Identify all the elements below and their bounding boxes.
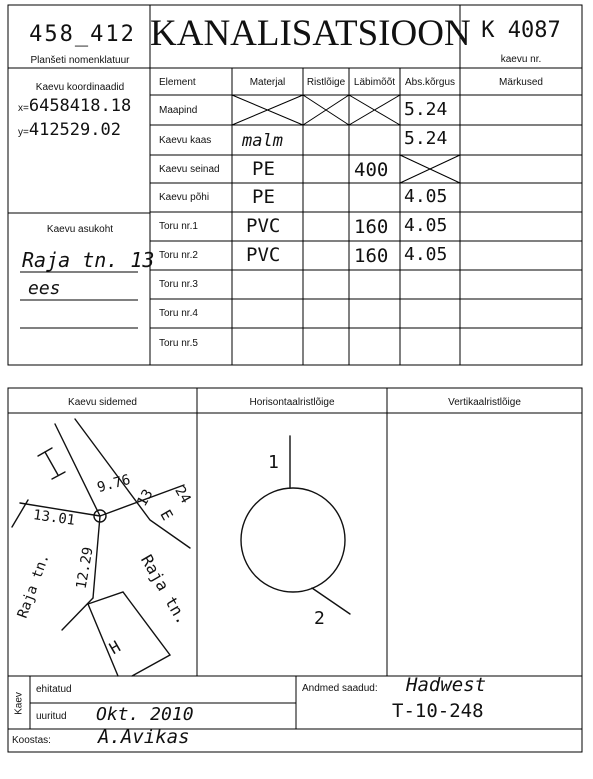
col-header-element: Element	[159, 77, 196, 88]
location-label: Kaevu asukoht	[46, 224, 114, 235]
surveyed-label: uuritud	[36, 711, 67, 722]
row-element: Toru nr.4	[159, 308, 198, 319]
coord-y	[18, 120, 121, 140]
horizontal-section-label: Horisontaalristlõige	[249, 397, 335, 408]
row-element: Maapind	[159, 105, 198, 116]
sketch-street-2: Raja tn.	[137, 551, 193, 628]
well-number: K 4087	[481, 18, 561, 43]
pipe-1-label: 1	[268, 452, 279, 473]
col-header-section: Ristlõige	[306, 77, 346, 88]
col-header-abs: Abs.kõrgus	[404, 77, 456, 88]
map-number: 458_412	[29, 22, 136, 47]
compiled-value: A.Avikas	[98, 726, 190, 748]
row-element: Toru nr.3	[159, 279, 198, 290]
row-abs: 4.05	[404, 186, 448, 207]
col-header-diameter: Läbimõõt	[353, 77, 396, 88]
page-title: KANALISATSIOON	[150, 13, 471, 54]
row-material: PE	[252, 158, 275, 180]
coord-y-prefix: y=	[18, 127, 29, 138]
coord-x-value: 6458418.18	[28, 96, 132, 116]
row-element: Toru nr.1	[159, 221, 198, 232]
sketch-street-1: Raja tn.	[14, 551, 53, 621]
built-label: ehitatud	[36, 684, 72, 695]
coord-y-value: 412529.02	[28, 120, 121, 140]
well-number-label: kaevu nr.	[500, 54, 542, 65]
row-element: Toru nr.5	[159, 338, 198, 349]
row-element: Kaevu seinad	[159, 164, 220, 175]
ties-label: Kaevu sidemed	[68, 397, 137, 408]
map-number-label: Planšeti nomenklatuur	[30, 55, 130, 66]
row-diameter: 160	[354, 216, 389, 238]
row-diameter: 160	[354, 245, 389, 267]
well-side-label: Kaev	[13, 692, 25, 715]
col-header-material: Materjal	[249, 77, 286, 88]
surveyed-value: Okt. 2010	[96, 704, 194, 725]
pipe-2-label: 2	[314, 608, 325, 629]
coord-x-prefix: x=	[18, 103, 29, 114]
data-source-value: Hadwest	[406, 674, 487, 696]
sketch-dist-c: 12.29	[73, 545, 97, 591]
data-source-ref: T-10-248	[392, 700, 484, 722]
row-abs: 4.05	[404, 215, 448, 236]
row-element: Toru nr.2	[159, 250, 198, 261]
sketch-building: H	[105, 636, 124, 659]
sketch-dist-a: 9.76	[95, 471, 133, 497]
row-material: PVC	[246, 215, 281, 237]
sketch-letter-e: E	[156, 506, 177, 524]
row-material: PVC	[246, 244, 281, 266]
col-header-notes: Märkused	[499, 77, 543, 88]
coords-label: Kaevu koordinaadid	[35, 82, 125, 93]
vertical-section-label: Vertikaalristlõige	[448, 397, 521, 408]
row-material: malm	[242, 131, 283, 151]
sketch-dist-b: 13.01	[32, 507, 77, 529]
sketch-dist-d: 13	[134, 486, 157, 510]
location-line2: ees	[28, 278, 61, 299]
row-abs: 5.24	[404, 99, 448, 120]
coord-x	[18, 96, 131, 116]
location-line1: Raja tn. 13	[22, 248, 155, 272]
row-element: Kaevu põhi	[159, 192, 210, 203]
data-source-label: Andmed saadud:	[302, 683, 378, 694]
row-material: PE	[252, 186, 275, 208]
sketch-dist-e: 24	[171, 483, 194, 507]
row-abs: 5.24	[404, 128, 448, 149]
row-element: Kaevu kaas	[159, 135, 212, 146]
row-diameter: 400	[354, 159, 389, 181]
compiled-label: Koostas:	[12, 735, 51, 746]
row-abs: 4.05	[404, 244, 448, 265]
